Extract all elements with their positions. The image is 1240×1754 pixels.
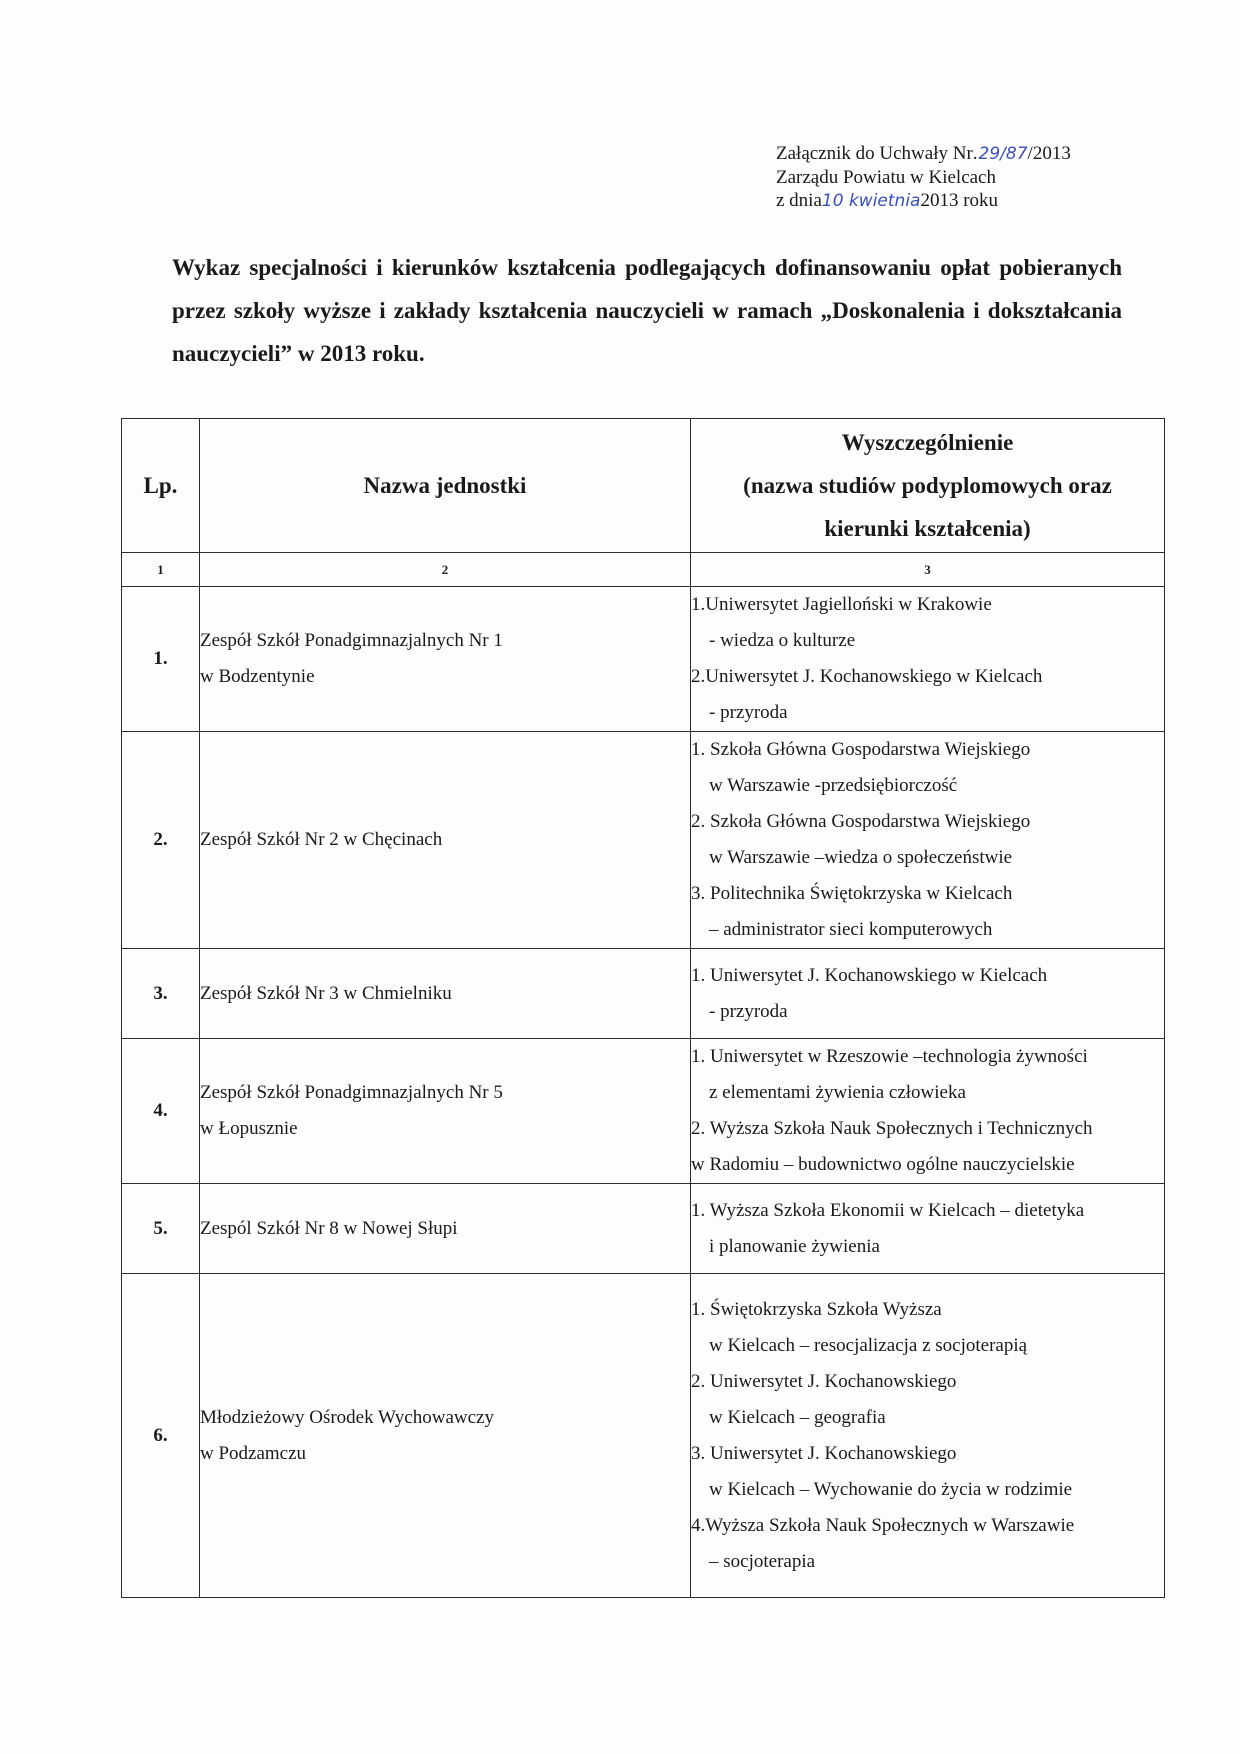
table-body bbox=[122, 587, 1165, 1598]
study-institution: 2. Szkoła Główna Gospodarstwa Wiejskiego bbox=[691, 811, 1031, 832]
header-lp: Lp. bbox=[122, 419, 200, 553]
row-number: 1. bbox=[122, 587, 200, 732]
table-row bbox=[122, 587, 1165, 732]
study-institution: 1. Uniwersytet w Rzeszowie –technologia żywności bbox=[691, 1046, 1088, 1067]
study-details bbox=[691, 1184, 1165, 1274]
date-line bbox=[776, 189, 1071, 213]
unit-name-line: Zespół Szkół Ponadgimnazjalnych Nr 5 bbox=[200, 1082, 503, 1103]
row-number: 3. bbox=[122, 949, 200, 1039]
study-item bbox=[691, 587, 1164, 659]
study-field: z elementami żywienia człowieka bbox=[709, 1082, 966, 1103]
unit-name-line: w Podzamczu bbox=[200, 1442, 307, 1464]
study-item bbox=[691, 876, 1164, 948]
table-row bbox=[122, 1274, 1165, 1598]
study-institution: 4.Wyższa Szkoła Nauk Społecznych w Warszawie bbox=[691, 1514, 1075, 1536]
study-item bbox=[691, 1364, 1164, 1436]
study-field: - wiedza o kulturze bbox=[709, 630, 856, 651]
study-item bbox=[691, 1436, 1164, 1508]
study-institution: w Radomiu – budownictwo ogólne nauczycielskie bbox=[691, 1154, 1075, 1175]
unit-name-line: Młodzieżowy Ośrodek Wychowawczy bbox=[200, 1406, 494, 1428]
study-item bbox=[691, 732, 1164, 804]
study-institution: 3. Uniwersytet J. Kochanowskiego bbox=[691, 1442, 957, 1464]
resolution-label: Załącznik do Uchwały Nr bbox=[776, 143, 973, 164]
date-year: 2013 roku bbox=[920, 190, 999, 211]
column-number: 1 bbox=[122, 553, 200, 587]
study-item bbox=[691, 659, 1164, 731]
study-field: - przyroda bbox=[709, 1000, 788, 1022]
handwritten-date: 10 kwietnia bbox=[821, 191, 921, 211]
study-field: w Kielcach – resocjalizacja z socjoterapią bbox=[709, 1334, 1028, 1356]
unit-name-line: Zespół Szkół Ponadgimnazjalnych Nr 1 bbox=[200, 630, 503, 651]
column-number: 2 bbox=[200, 553, 691, 587]
study-institution: 1. Wyższa Szkoła Ekonomii w Kielcach – dietetyka bbox=[691, 1199, 1085, 1221]
study-item bbox=[691, 1111, 1164, 1147]
study-institution: 2. Wyższa Szkoła Nauk Społecznych i Technicznych bbox=[691, 1118, 1093, 1139]
table-header-row bbox=[122, 419, 1165, 553]
unit-name bbox=[200, 1039, 691, 1184]
unit-name-line: Zespól Szkół Nr 8 w Nowej Słupi bbox=[200, 1217, 458, 1239]
study-institution: 1. Szkoła Główna Gospodarstwa Wiejskiego bbox=[691, 739, 1031, 760]
board-line: Zarządu Powiatu w Kielcach bbox=[776, 167, 996, 188]
study-field: w Warszawie –wiedza o społeczeństwie bbox=[709, 847, 1013, 868]
date-label: z dnia bbox=[776, 190, 822, 211]
unit-name bbox=[200, 949, 691, 1039]
study-field: w Kielcach – geografia bbox=[709, 1406, 886, 1428]
table-row bbox=[122, 1039, 1165, 1184]
study-details bbox=[691, 587, 1165, 732]
row-number: 5. bbox=[122, 1184, 200, 1274]
unit-name bbox=[200, 732, 691, 949]
header-details bbox=[691, 419, 1165, 553]
study-field: w Warszawie -przedsiębiorczość bbox=[709, 775, 958, 796]
study-field: - przyroda bbox=[709, 702, 788, 723]
table-row bbox=[122, 949, 1165, 1039]
specializations-table bbox=[121, 418, 1165, 1598]
study-details bbox=[691, 1274, 1165, 1598]
row-number: 6. bbox=[122, 1274, 200, 1598]
study-institution: 3. Politechnika Świętokrzyska w Kielcach bbox=[691, 883, 1013, 904]
dots: . bbox=[972, 143, 979, 164]
study-field: i planowanie żywienia bbox=[709, 1235, 880, 1257]
study-field: w Kielcach – Wychowanie do życia w rodzimie bbox=[709, 1478, 1073, 1500]
study-field: – socjoterapia bbox=[709, 1550, 816, 1572]
study-details bbox=[691, 732, 1165, 949]
study-institution: 2.Uniwersytet J. Kochanowskiego w Kielcach bbox=[691, 666, 1043, 687]
unit-name-line: w Łopusznie bbox=[200, 1118, 298, 1139]
study-institution: 1. Uniwersytet J. Kochanowskiego w Kielcach bbox=[691, 964, 1048, 986]
study-institution: 1.Uniwersytet Jagielloński w Krakowie bbox=[691, 594, 992, 615]
document-title: Wykaz specjalności i kierunków kształcenia podlegających dofinansowaniu opłat pobieranych przez szkoły wyższe i zakłady kształcenia nauczycieli w ramach „Doskonalenia i dokształcania nauczycieli” w 2013 roku. bbox=[172, 255, 1122, 366]
study-details bbox=[691, 1039, 1165, 1184]
study-item bbox=[691, 958, 1164, 1030]
row-number: 2. bbox=[122, 732, 200, 949]
handwritten-resolution-number: 29/87 bbox=[978, 144, 1028, 164]
header-unit-name: Nazwa jednostki bbox=[200, 419, 691, 553]
resolution-number-line bbox=[776, 142, 1071, 166]
column-numbers-row bbox=[122, 553, 1165, 587]
attachment-header bbox=[776, 142, 1071, 213]
unit-name-line: Zespół Szkół Nr 2 w Chęcinach bbox=[200, 829, 443, 850]
study-item bbox=[691, 804, 1164, 876]
study-item bbox=[691, 1508, 1164, 1580]
study-item bbox=[691, 1039, 1164, 1111]
header-details-line: (nazwa studiów podyplomowych oraz bbox=[743, 473, 1112, 498]
unit-name-line: Zespół Szkół Nr 3 w Chmielniku bbox=[200, 982, 452, 1004]
column-number: 3 bbox=[691, 553, 1165, 587]
study-item bbox=[691, 1147, 1164, 1183]
study-institution: 2. Uniwersytet J. Kochanowskiego bbox=[691, 1370, 957, 1392]
unit-name-line: w Bodzentynie bbox=[200, 666, 315, 687]
unit-name bbox=[200, 1274, 691, 1598]
study-institution: 1. Świętokrzyska Szkoła Wyższa bbox=[691, 1298, 942, 1320]
table-row bbox=[122, 732, 1165, 949]
study-item bbox=[691, 1193, 1164, 1265]
unit-name bbox=[200, 1184, 691, 1274]
header-details-line: Wyszczególnienie bbox=[841, 430, 1014, 455]
study-item bbox=[691, 1292, 1164, 1364]
resolution-year: /2013 bbox=[1027, 143, 1071, 164]
header-details-line: kierunki kształcenia) bbox=[824, 516, 1031, 541]
study-field: – administrator sieci komputerowych bbox=[709, 919, 993, 940]
table-row bbox=[122, 1184, 1165, 1274]
study-details bbox=[691, 949, 1165, 1039]
row-number: 4. bbox=[122, 1039, 200, 1184]
unit-name bbox=[200, 587, 691, 732]
